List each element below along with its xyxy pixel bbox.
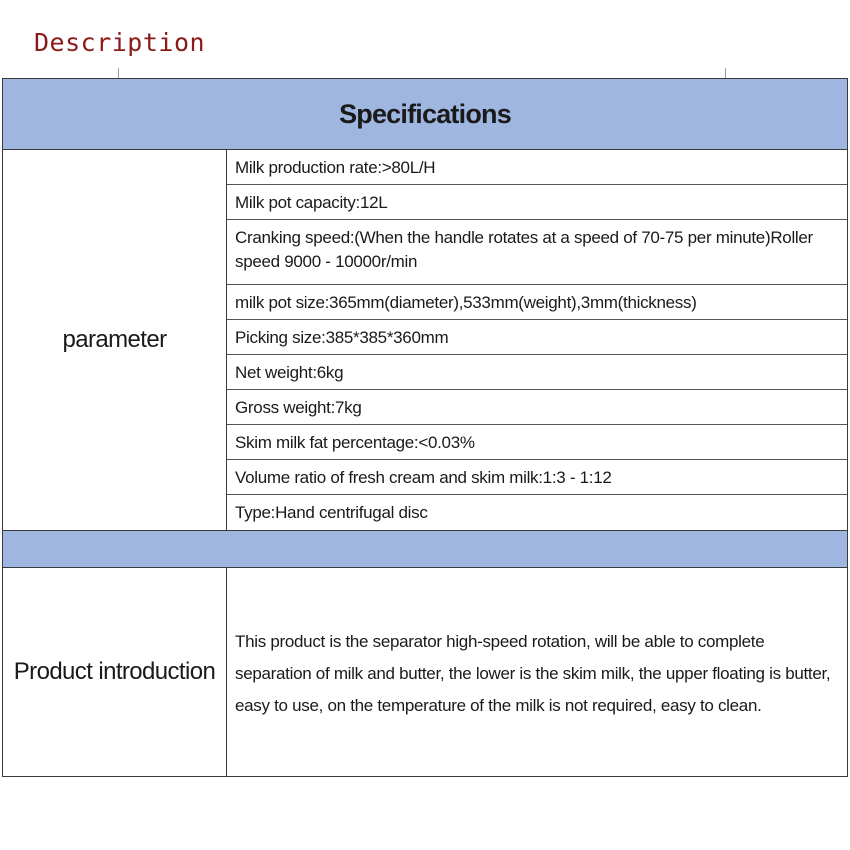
specifications-title: Specifications bbox=[339, 98, 511, 129]
intro-text: This product is the separator high-speed rotation, will be able to complete separation of milk and butter, the lower is the skim milk, the upper floating is butter, easy to use, on the temperature of the milk is not required, easy to clean. bbox=[235, 632, 831, 715]
parameter-row: Type:Hand centrifugal disc bbox=[235, 503, 428, 522]
parameter-row: Picking size:385*385*360mm bbox=[227, 320, 847, 355]
description-heading: Description bbox=[34, 28, 206, 57]
parameter-row: Milk production rate:>80L/H bbox=[227, 150, 847, 185]
parameter-label: parameter bbox=[62, 326, 167, 353]
separator-band bbox=[3, 531, 847, 568]
parameter-list bbox=[227, 150, 847, 530]
specifications-header bbox=[3, 79, 847, 150]
specifications-table bbox=[2, 78, 848, 777]
parameter-row: Gross weight:7kg bbox=[227, 390, 847, 425]
parameter-row: milk pot size:365mm(diameter),533mm(weight),3mm(thickness) bbox=[227, 285, 847, 320]
parameter-row: Milk pot capacity:12L bbox=[227, 185, 847, 220]
parameter-section bbox=[3, 150, 847, 531]
intro-label-cell bbox=[3, 568, 227, 776]
intro-label: Product introduction bbox=[13, 658, 216, 685]
parameter-row: Skim milk fat percentage:<0.03% bbox=[227, 425, 847, 460]
parameter-row: Cranking speed:(When the handle rotates at a speed of 70-75 per minute)Roller speed 9000 - 10000r/min bbox=[227, 220, 847, 285]
parameter-row: Net weight:6kg bbox=[227, 355, 847, 390]
parameter-row: Volume ratio of fresh cream and skim milk:1:3 - 1:12 bbox=[227, 460, 847, 495]
parameter-label-cell bbox=[3, 150, 227, 530]
product-introduction-section bbox=[3, 568, 847, 776]
